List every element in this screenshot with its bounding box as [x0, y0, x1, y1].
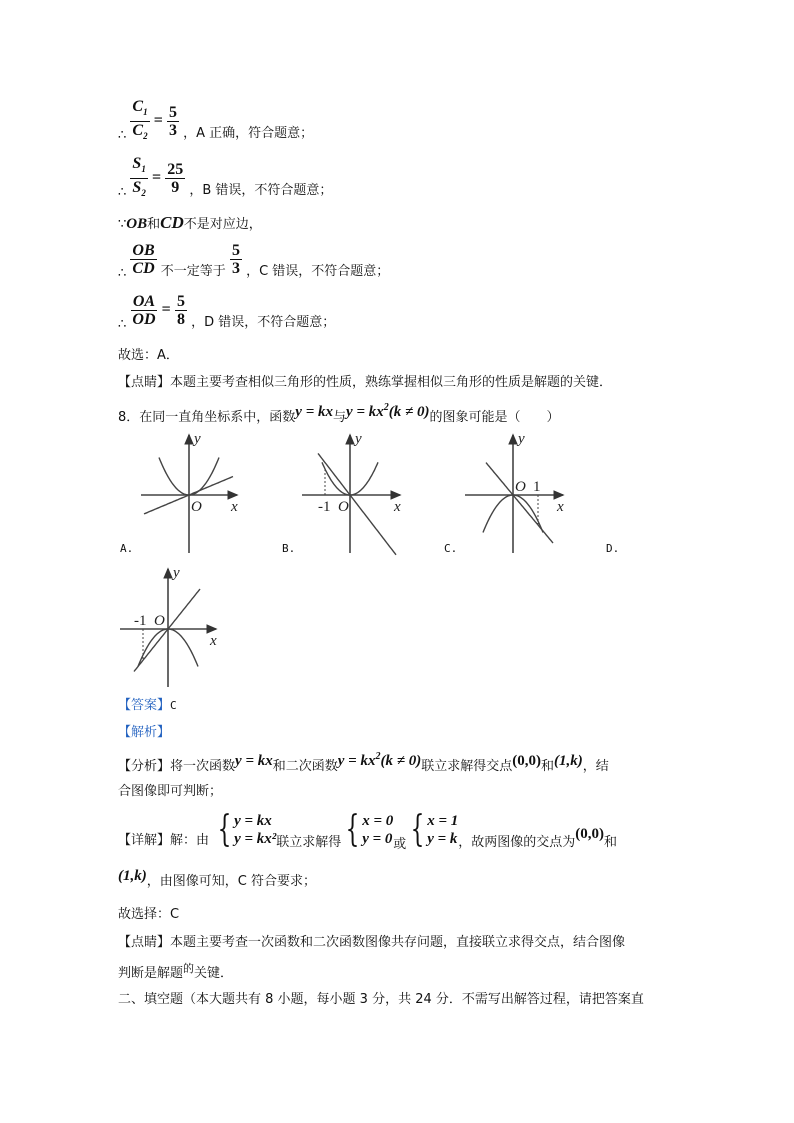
fraction-denominator: 8 — [176, 311, 185, 328]
mark-label: 1 — [533, 479, 541, 495]
fraction-denominator: C — [132, 122, 144, 140]
equation-row: x = 0 — [362, 813, 394, 829]
fraction-denominator: S — [132, 179, 142, 197]
graph-option-d — [120, 565, 217, 687]
fraction-denominator: CD — [132, 260, 155, 277]
y-axis-label: y — [194, 431, 201, 447]
fraction-denominator: 9 — [171, 179, 180, 197]
graph-option-c — [465, 431, 564, 553]
fraction-denominator: 3 — [169, 122, 177, 140]
subscript: 1 — [143, 107, 148, 118]
question-number: 8． — [118, 410, 140, 425]
line-text: ，A 正确，符合题意； — [183, 126, 314, 142]
formula-linear: y = kx — [235, 753, 273, 769]
segment-cd: CD — [160, 213, 184, 232]
dianjing-text: 的 — [183, 962, 195, 975]
fraction-numerator: 5 — [176, 293, 185, 310]
fraction-numerator: 5 — [231, 242, 240, 259]
formula-linear: y = kx — [295, 404, 334, 420]
equation-row: y = k — [427, 831, 458, 847]
graph-option-a — [141, 431, 238, 553]
x-axis-label: x — [231, 499, 238, 515]
dianjing-tag: 【点睛】 — [118, 935, 171, 950]
fenxi-line — [118, 751, 609, 775]
xiangjie-text: ，故两图像的交点为 — [458, 834, 576, 850]
formula-condition: (k ≠ 0) — [388, 404, 430, 420]
fraction-denominator: 3 — [231, 260, 240, 277]
formula-body: y = kx — [337, 753, 376, 769]
fraction-denominator: OD — [132, 311, 156, 328]
question-text: 在同一直角坐标系中，函数 — [139, 410, 296, 425]
xiangjie-text: 解：由 — [170, 832, 210, 848]
fraction-numerator: 25 — [167, 161, 184, 179]
because-symbol: ∵ — [118, 217, 127, 232]
dianjing-text: 判断是解题 — [118, 966, 184, 981]
fenxi-text: 联立求解得交点 — [421, 759, 513, 774]
equals-sign: = — [161, 301, 171, 318]
xiangjie-text: 和 — [604, 834, 618, 850]
superscript: 2 — [375, 751, 381, 762]
dianjing-text: 本题主要考查一次函数和二次函数图像共存问题，直接联立求得交点，结合图像 — [170, 935, 626, 950]
origin-label: O — [338, 499, 349, 515]
question-text: 的图象可能是（ ） — [429, 410, 560, 425]
line-text: ，D 错误，不符合题意； — [191, 315, 336, 330]
fraction-numerator: OB — [132, 242, 155, 259]
answer-line — [118, 694, 177, 713]
dianjing-line-2 — [118, 931, 625, 950]
formula-body: y = kx — [346, 404, 384, 420]
fraction-numerator: 5 — [169, 104, 177, 122]
therefore-symbol: ∴ — [118, 317, 127, 332]
graph-option-b — [302, 431, 401, 555]
segment-ob: OB — [126, 216, 148, 232]
choice-line-2: 故选择：C — [118, 907, 180, 922]
equals-sign: = — [151, 169, 162, 187]
equals-sign: = — [153, 112, 163, 130]
option-label-d[interactable]: D. — [606, 542, 620, 555]
equation-row: y = 0 — [362, 831, 393, 847]
xiangjie-line-2 — [118, 870, 316, 890]
therefore-symbol: ∴ — [118, 266, 127, 281]
dianjing-line-3 — [118, 962, 233, 981]
fraction-numerator: OA — [132, 293, 156, 310]
point-1-k: (1,k) — [118, 868, 147, 884]
equation-row: y = kx² — [234, 831, 277, 847]
line — [486, 463, 553, 543]
subscript: 1 — [141, 164, 146, 175]
xiangjie-line — [118, 809, 618, 852]
option-label-b[interactable]: B. — [282, 542, 296, 555]
origin-label: O — [515, 479, 526, 495]
line-text: 不一定等于 — [160, 264, 226, 279]
answer-value: C — [170, 699, 177, 712]
fenxi-line-2: 合图像即可判断； — [118, 784, 223, 799]
origin-label: O — [191, 499, 202, 515]
point-origin: (0,0) — [575, 825, 605, 842]
xiangjie-text: 或 — [393, 836, 407, 852]
mark-label: -1 — [134, 613, 147, 629]
x-axis-label: x — [557, 499, 564, 515]
option-label-c[interactable]: C. — [444, 542, 458, 555]
equation-system-2: { x = 0 y = 0 — [345, 809, 394, 850]
formula-quadratic — [338, 753, 421, 769]
subscript: 2 — [141, 188, 146, 199]
line-text: ，C 错误，不符合题意； — [246, 264, 390, 279]
line-text: ，B 错误，不符合题意； — [189, 183, 333, 199]
equation-row: x = 1 — [427, 813, 459, 829]
question-text: 与 — [333, 410, 347, 425]
x-axis-label: x — [210, 633, 217, 649]
fraction-numerator: S — [132, 155, 142, 172]
x-axis-label: x — [394, 499, 401, 515]
y-axis-label: y — [518, 431, 525, 447]
dianjing-text: 本题主要考查相似三角形的性质，熟练掌握相似三角形的性质是解题的关键． — [170, 375, 613, 390]
conjunction: 和 — [147, 217, 161, 232]
superscript: 2 — [383, 402, 389, 413]
fraction-numerator: C — [132, 98, 144, 115]
therefore-symbol: ∴ — [118, 128, 127, 144]
line — [134, 589, 200, 672]
subscript: 2 — [143, 131, 148, 142]
xiangjie-text: 联立求解得 — [276, 834, 342, 850]
dianjing-tag: 【点睛】 — [118, 375, 171, 390]
analysis-tag: 【解析】 — [118, 725, 171, 740]
mark-label: -1 — [318, 499, 331, 515]
line-text: 不是对应边， — [183, 217, 262, 232]
fenxi-text: 将一次函数 — [170, 759, 236, 774]
equation-system-1: { y = kx y = kx² — [217, 809, 277, 850]
point-1-k: (1,k) — [554, 753, 583, 769]
xiangjie-text: ，由图像可知，C 符合要求； — [146, 874, 316, 889]
fenxi-text: 和 — [540, 759, 554, 774]
y-axis-label: y — [173, 565, 180, 581]
fenxi-tag: 【分析】 — [118, 759, 171, 774]
therefore-symbol: ∴ — [118, 185, 127, 201]
equation-system-3: { x = 1 y = k — [410, 809, 459, 850]
y-axis-label: y — [355, 431, 362, 447]
formula-condition: (k ≠ 0) — [380, 753, 422, 769]
dianjing-text: 关键． — [194, 966, 234, 981]
choice-line: 故选：A． — [118, 348, 179, 363]
origin-label: O — [154, 613, 165, 629]
fenxi-text: 和二次函数 — [272, 759, 338, 774]
option-label-a[interactable]: A. — [120, 542, 134, 555]
section-heading: 二、填空题（本大题共有 8 小题，每小题 3 分，共 24 分．不需写出解答过程，请把答案直 — [118, 992, 644, 1007]
answer-tag: 【答案】 — [118, 698, 171, 713]
point-origin: (0,0) — [512, 753, 541, 769]
fenxi-text: ，结 — [582, 759, 609, 774]
equation-row: y = kx — [234, 813, 272, 829]
xiangjie-tag: 【详解】 — [118, 832, 171, 848]
